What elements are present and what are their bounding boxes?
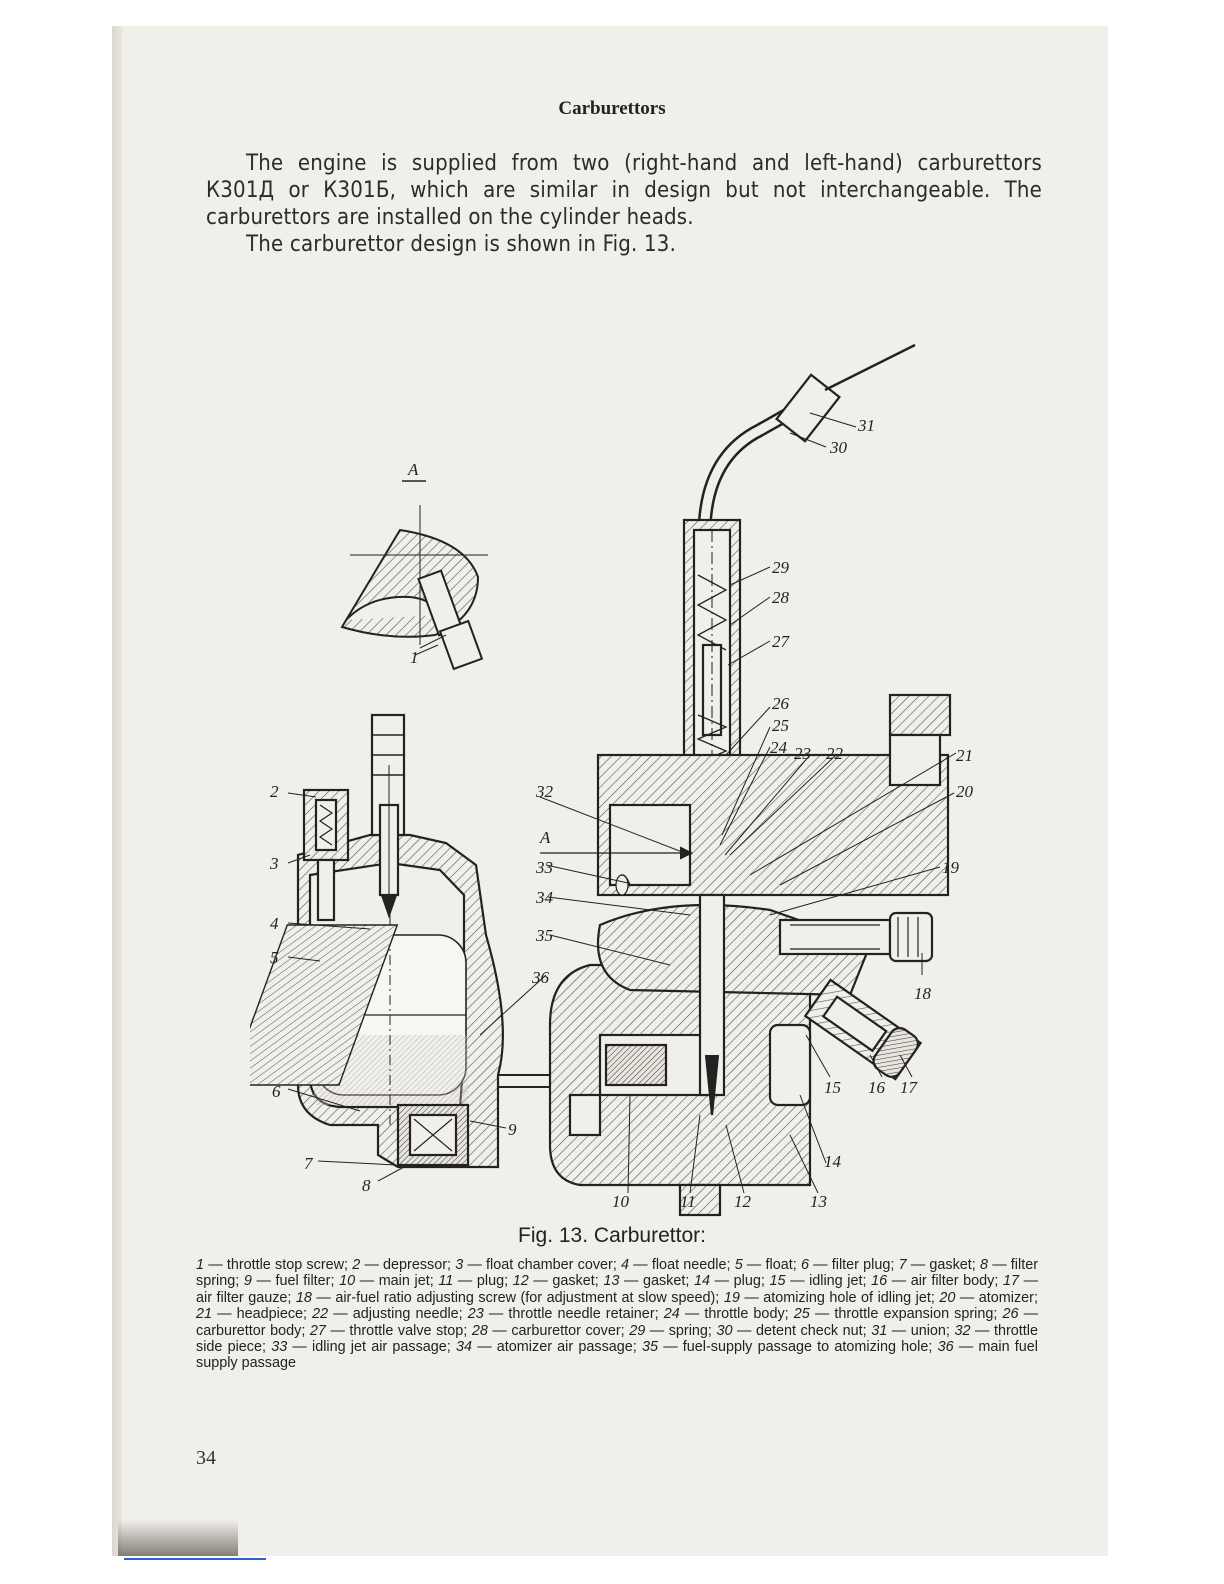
- legend-item-text: — carburettor cover;: [487, 1322, 630, 1339]
- legend-item-number: 5: [734, 1257, 743, 1273]
- paragraph-2: The carburettor design is shown in Fig. 13.: [246, 232, 677, 257]
- legend-item-number: 10: [339, 1273, 356, 1290]
- legend-item-number: 1: [196, 1257, 205, 1273]
- callout-27: 27: [772, 632, 789, 651]
- legend-item: [899, 1257, 980, 1273]
- callout-30: 30: [830, 438, 847, 457]
- callout-25: 25: [772, 716, 789, 735]
- section-title: Carburettors: [558, 98, 666, 119]
- callout-13: 13: [810, 1192, 827, 1211]
- callout-20: 20: [956, 782, 973, 801]
- callout-19: 19: [942, 858, 959, 877]
- legend-item-number: 23: [467, 1306, 484, 1323]
- legend-item-number: 29: [629, 1322, 646, 1339]
- figure-caption-title: Fig. 13. Carburettor:: [518, 1224, 706, 1247]
- callout-14: 14: [824, 1152, 841, 1171]
- legend-item-number: 4: [621, 1257, 630, 1273]
- legend-item-text: — union;: [887, 1322, 955, 1339]
- legend-item-text: — plug;: [453, 1273, 513, 1290]
- legend-item: [939, 1290, 1038, 1306]
- legend-item-number: 11: [438, 1273, 454, 1290]
- legend-item-number: 33: [271, 1339, 288, 1356]
- legend-item-text: — throttle body;: [679, 1306, 794, 1323]
- page-number: 34: [196, 1447, 216, 1469]
- legend-item-number: 34: [456, 1339, 473, 1356]
- legend-item: [456, 1339, 642, 1355]
- legend-item-text: — idling jet;: [785, 1273, 872, 1290]
- legend-item-number: 20: [939, 1289, 956, 1306]
- legend-item-text: — atomizing hole of idling jet;: [739, 1289, 940, 1306]
- legend-item: [244, 1273, 339, 1289]
- legend-item: [312, 1306, 468, 1322]
- legend-item-number: 16: [871, 1273, 888, 1290]
- legend-item: [871, 1323, 954, 1339]
- callout-12: 12: [734, 1192, 751, 1211]
- legend-item-text: — idling jet air passage;: [287, 1339, 456, 1356]
- callout-32: 32: [536, 782, 553, 801]
- figure-legend: [196, 1257, 1038, 1372]
- legend-item: [642, 1339, 938, 1355]
- legend-item-text: — throttle valve stop;: [325, 1322, 472, 1339]
- carburettor-diagram: [250, 335, 990, 1225]
- legend-item: [271, 1339, 456, 1355]
- callout-7: 7: [304, 1154, 313, 1173]
- legend-item-number: 36: [937, 1339, 954, 1356]
- legend-item-text: — atomizer air passage;: [472, 1339, 642, 1356]
- legend-item-text: — throttle needle retainer;: [483, 1306, 664, 1323]
- legend-item-text: — air filter gauze;: [196, 1273, 1038, 1306]
- legend-item: [735, 1257, 801, 1273]
- legend-item: [472, 1323, 629, 1339]
- callout-6: 6: [272, 1082, 281, 1101]
- legend-item-text: — gasket;: [906, 1257, 980, 1273]
- legend-item-number: 8: [979, 1257, 988, 1273]
- callout-34: 34: [536, 888, 553, 907]
- legend-item-text: — main jet;: [355, 1273, 439, 1290]
- legend-item-text: — fuel filter;: [251, 1273, 340, 1290]
- legend-item-number: 17: [1002, 1273, 1019, 1290]
- legend-item-text: — float chamber cover;: [463, 1257, 622, 1273]
- legend-item: [769, 1273, 871, 1289]
- section-a-label: A: [540, 828, 551, 847]
- legend-item: [801, 1257, 899, 1273]
- legend-item: [621, 1257, 735, 1273]
- legend-item-text: — atomizer;: [955, 1289, 1038, 1306]
- callout-24: 24: [770, 738, 787, 757]
- legend-item: [694, 1273, 769, 1289]
- legend-item-number: 22: [312, 1306, 329, 1323]
- legend-item: [468, 1306, 664, 1322]
- legend-item-text: — throttle stop screw;: [204, 1257, 353, 1273]
- legend-item-number: 25: [793, 1306, 810, 1323]
- callout-35: 35: [536, 926, 553, 945]
- legend-item-number: 19: [723, 1289, 740, 1306]
- legend-item-number: 6: [800, 1257, 809, 1273]
- legend-item: [339, 1273, 438, 1289]
- legend-item: [513, 1273, 604, 1289]
- legend-item-text: — filter spring;: [196, 1257, 1038, 1290]
- callout-36: 36: [532, 968, 549, 987]
- legend-item: [352, 1257, 455, 1273]
- callout-4: 4: [270, 914, 279, 933]
- legend-item-number: 28: [471, 1322, 488, 1339]
- legend-item-text: — gasket;: [619, 1273, 694, 1290]
- callout-16: 16: [868, 1078, 885, 1097]
- legend-item-text: — air filter body;: [887, 1273, 1003, 1290]
- legend-item-number: 14: [693, 1273, 710, 1290]
- legend-item-number: 31: [871, 1322, 888, 1339]
- legend-item-text: — detent check nut;: [732, 1322, 872, 1339]
- callout-11: 11: [680, 1192, 696, 1211]
- legend-item-text: — filter plug;: [808, 1257, 899, 1273]
- legend-item: [716, 1323, 871, 1339]
- callout-10: 10: [612, 1192, 629, 1211]
- legend-item-text: — gasket;: [528, 1273, 604, 1290]
- legend-item-number: 27: [309, 1322, 326, 1339]
- legend-item-text: — throttle side piece;: [196, 1322, 1038, 1356]
- view-a-label: A: [408, 460, 419, 479]
- legend-item-number: 35: [641, 1339, 658, 1356]
- legend-item: [310, 1323, 472, 1339]
- callout-29: 29: [772, 558, 789, 577]
- legend-item-text: — air-fuel ratio adjusting screw (for adjustment at slow speed);: [311, 1289, 724, 1306]
- legend-item: [455, 1257, 621, 1273]
- callout-8: 8: [362, 1176, 371, 1195]
- callout-9: 9: [508, 1120, 517, 1139]
- legend-item-number: 7: [898, 1257, 907, 1273]
- legend-item: [629, 1323, 716, 1339]
- callout-31: 31: [858, 416, 875, 435]
- callout-18: 18: [914, 984, 931, 1003]
- legend-item-text: — plug;: [710, 1273, 770, 1290]
- legend-item-text: — headpiece;: [212, 1306, 313, 1323]
- legend-item-number: 9: [243, 1273, 252, 1290]
- callout-33: 33: [536, 858, 553, 877]
- viewer-progress-line: [124, 1558, 266, 1560]
- legend-item-text: — float needle;: [629, 1257, 735, 1273]
- legend-item: [438, 1273, 512, 1289]
- callout-2: 2: [270, 782, 279, 801]
- legend-item: [603, 1273, 694, 1289]
- legend-item-number: 3: [455, 1257, 464, 1273]
- callout-5: 5: [270, 948, 279, 967]
- legend-item-text: — main fuel supply passage: [196, 1339, 1038, 1372]
- legend-item-number: 13: [603, 1273, 620, 1290]
- legend-item-text: — depressor;: [360, 1257, 456, 1273]
- legend-item-number: 18: [295, 1289, 312, 1306]
- legend-item: [724, 1290, 940, 1306]
- legend-item: [196, 1257, 352, 1273]
- legend-item-text: — fuel-supply passage to atomizing hole;: [658, 1339, 938, 1356]
- legend-item-text: — throttle expansion spring;: [809, 1306, 1003, 1323]
- legend-item-number: 15: [769, 1273, 786, 1290]
- legend-item-number: 12: [512, 1273, 529, 1290]
- paragraph-1: The engine is supplied from two (right-hand and left-hand) carburettors К301Д or К301Б, which are similar in design but not interchangeable. The carburettors are installed on the cylinder heads.: [206, 151, 1042, 230]
- legend-item-number: 21: [196, 1306, 213, 1323]
- callout-1: 1: [410, 648, 419, 667]
- legend-item: [871, 1273, 1003, 1289]
- callout-26: 26: [772, 694, 789, 713]
- callout-28: 28: [772, 588, 789, 607]
- callout-3: 3: [270, 854, 279, 873]
- callout-22: 22: [826, 744, 843, 763]
- legend-item-number: 30: [716, 1322, 733, 1339]
- legend-item: [664, 1306, 794, 1322]
- callout-17: 17: [900, 1078, 917, 1097]
- legend-item: [296, 1290, 724, 1306]
- legend-item: [794, 1306, 1003, 1322]
- page-corner-shadow: [118, 1520, 238, 1556]
- carburettor-body: [540, 345, 950, 1215]
- callout-15: 15: [824, 1078, 841, 1097]
- legend-item: [196, 1306, 312, 1322]
- legend-item-number: 32: [954, 1322, 971, 1339]
- legend-item-text: — float;: [742, 1257, 801, 1273]
- legend-item-text: — carburettor body;: [196, 1306, 1038, 1339]
- legend-item-text: — spring;: [645, 1322, 717, 1339]
- callout-23: 23: [794, 744, 811, 763]
- legend-item-number: 2: [352, 1257, 361, 1273]
- legend-item-number: 26: [1002, 1306, 1019, 1323]
- detail-view-a: [342, 505, 488, 669]
- body-text: [206, 150, 1042, 258]
- legend-item-number: 24: [663, 1306, 680, 1323]
- callout-21: 21: [956, 746, 973, 765]
- legend-item-text: — adjusting needle;: [328, 1306, 468, 1323]
